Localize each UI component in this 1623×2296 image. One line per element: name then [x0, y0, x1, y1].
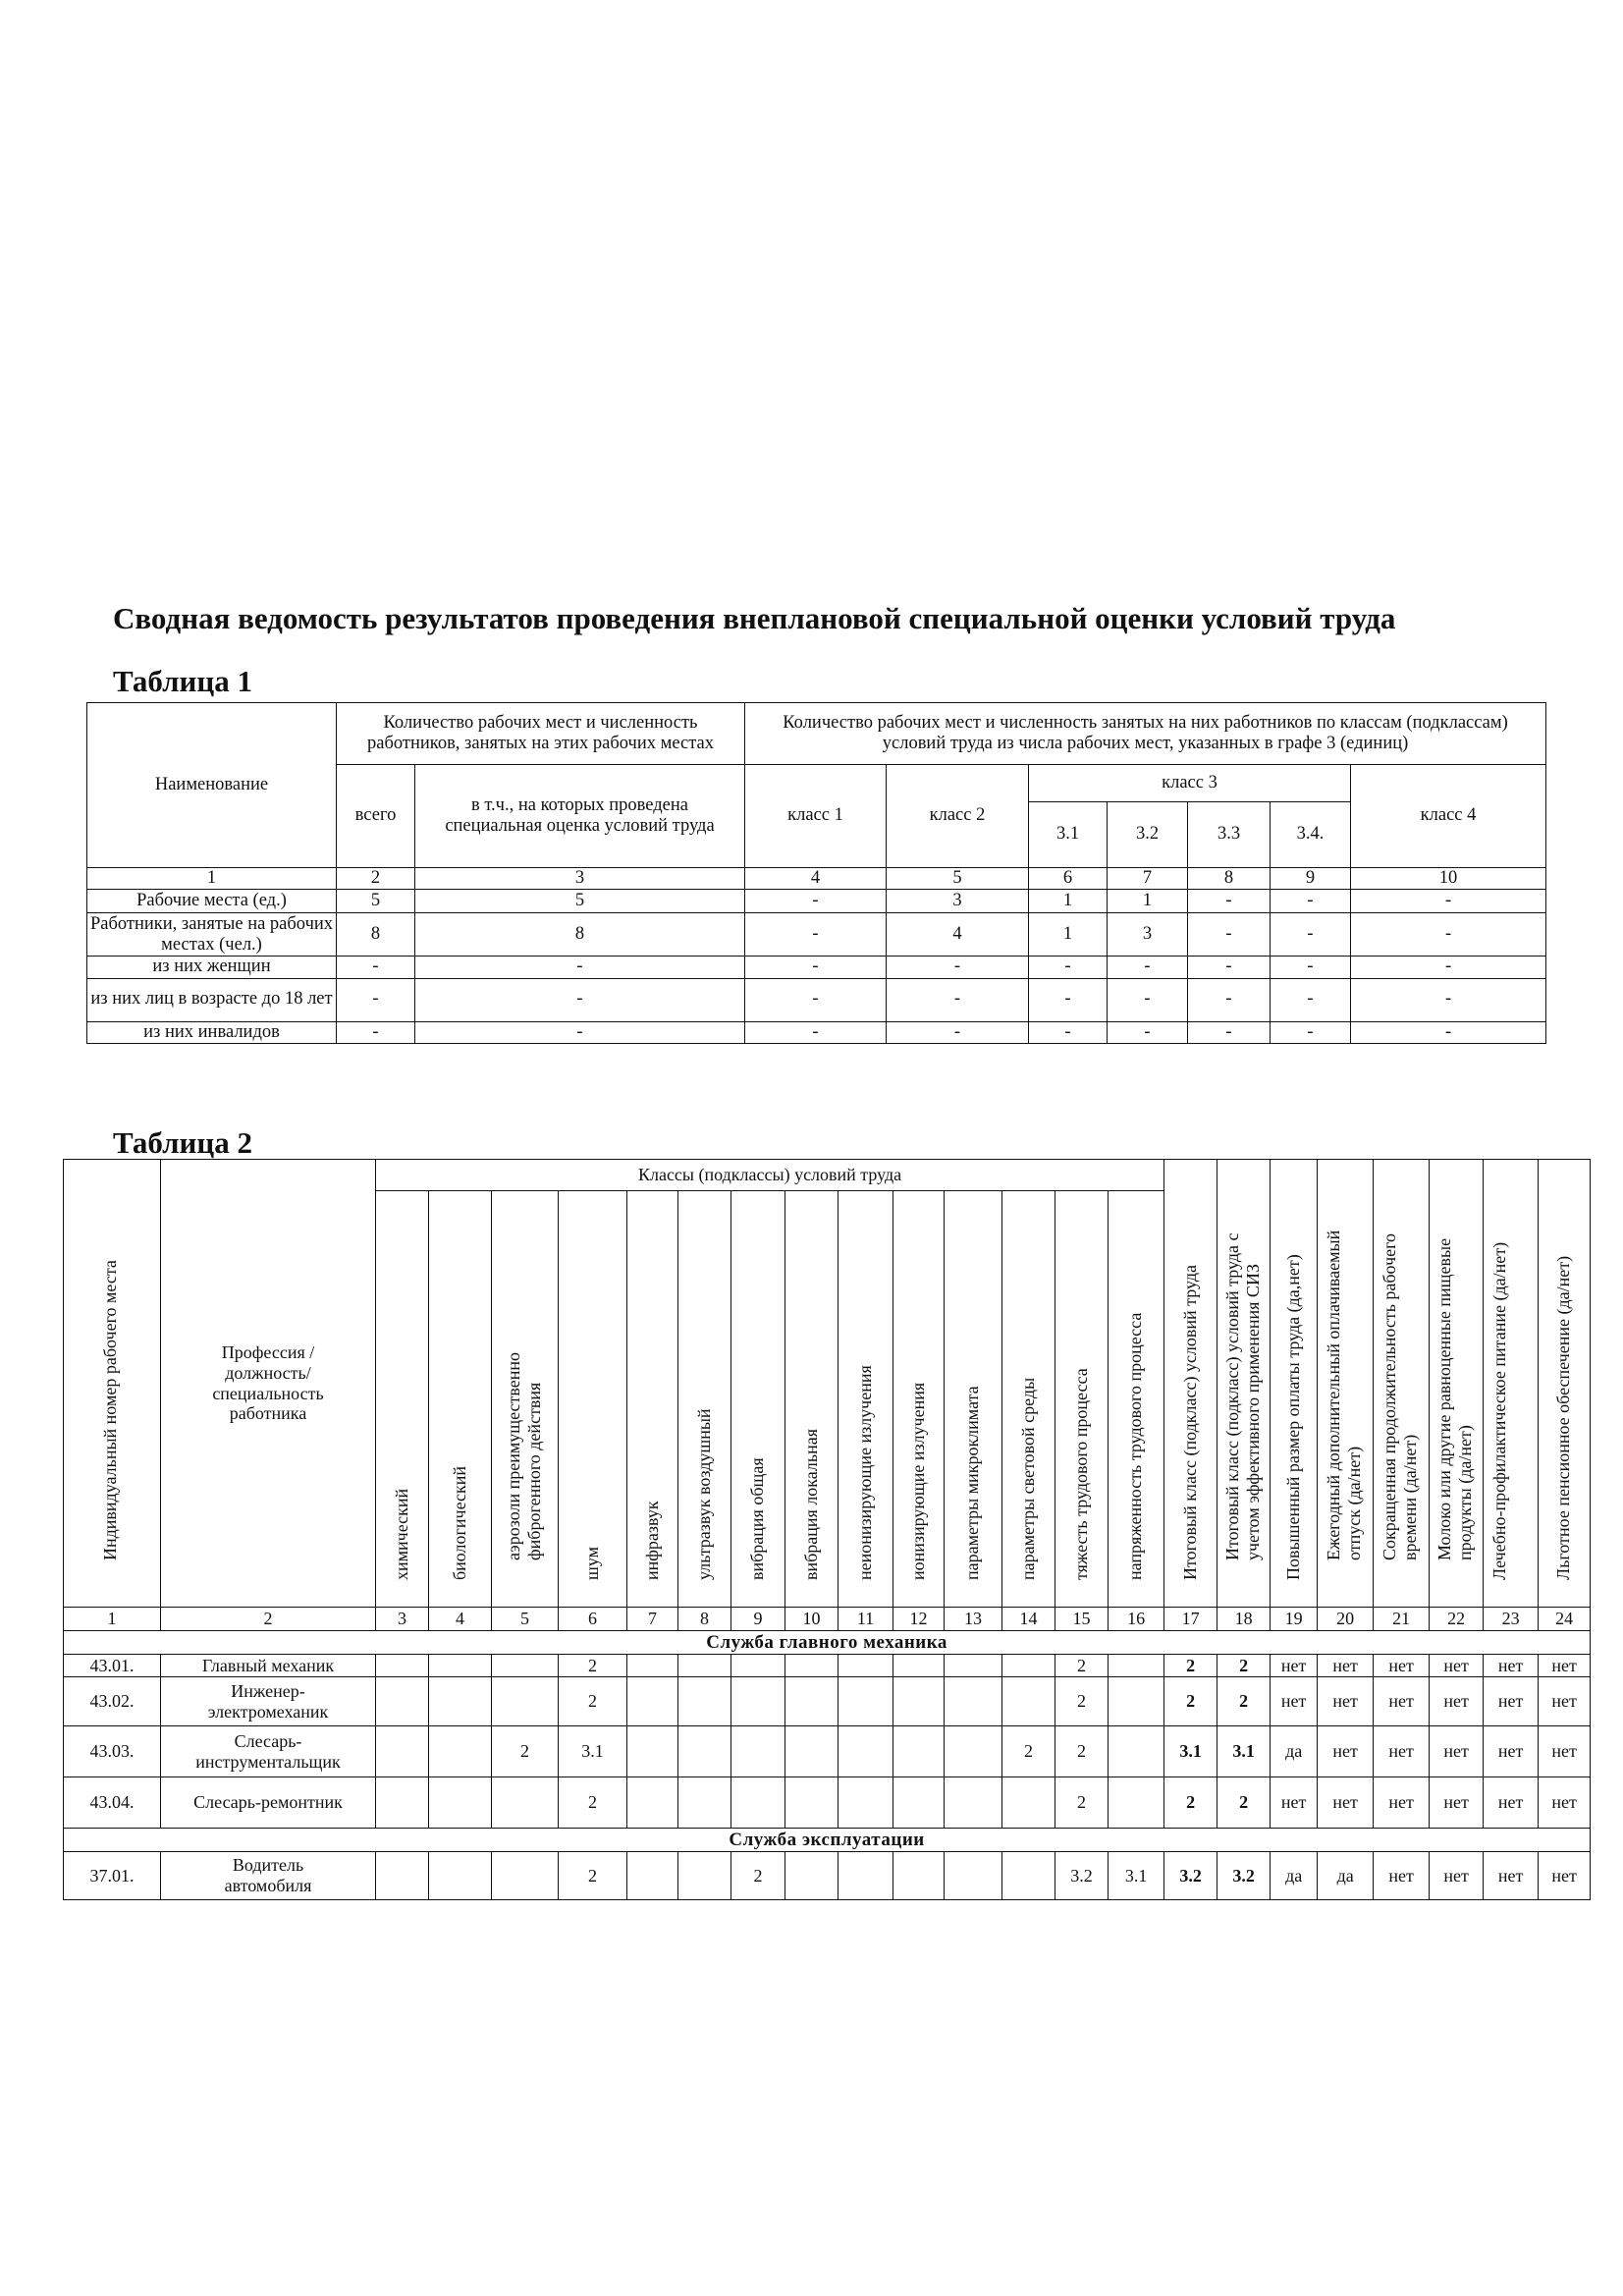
profession: Слесарь-ремонтник — [161, 1777, 376, 1829]
factor-class — [893, 1655, 945, 1677]
cell-value: 8 — [415, 913, 745, 957]
guarantee-flag: нет — [1484, 1655, 1539, 1677]
col-number: 15 — [1055, 1608, 1109, 1631]
guarantee-flag: нет — [1318, 1655, 1374, 1677]
factor-class — [785, 1777, 839, 1829]
cell-value: - — [415, 1021, 745, 1043]
factor-class: 3.1 — [559, 1726, 627, 1777]
factor-class — [945, 1726, 1002, 1777]
col-number: 3 — [376, 1608, 429, 1631]
col-number: 4 — [429, 1608, 492, 1631]
col-number: 5 — [887, 868, 1029, 890]
cell-value: - — [337, 957, 415, 978]
final-class: 2 — [1164, 1655, 1217, 1677]
table1 — [86, 702, 1546, 1044]
guarantee-flag: нет — [1539, 1677, 1591, 1726]
cell-value: - — [1351, 913, 1546, 957]
factor-class: 2 — [559, 1852, 627, 1900]
cell-value: 1 — [1108, 890, 1188, 913]
col-number: 11 — [839, 1608, 893, 1631]
t1-header-class1: класс 1 — [745, 765, 887, 868]
col-number: 8 — [1188, 868, 1271, 890]
col-number: 21 — [1374, 1608, 1430, 1631]
t1-header-sub32: 3.2 — [1108, 802, 1188, 868]
t1-header-class4: класс 4 — [1351, 765, 1546, 868]
t2-header-profession — [161, 1160, 376, 1608]
factor-class: 2 — [1055, 1777, 1109, 1829]
t2-header-factor — [1109, 1191, 1164, 1608]
cell-value: - — [1351, 890, 1546, 913]
cell-value: - — [1271, 957, 1351, 978]
t1-header-group-a: Количество рабочих мест и численность работников, занятых на этих рабочих местах — [337, 703, 745, 765]
t2-header-g24 — [1539, 1160, 1591, 1608]
guarantee-flag: нет — [1271, 1655, 1318, 1677]
t2-header-factor-text: инфразвук — [641, 1501, 662, 1581]
t1-header-group-b: Количество рабочих мест и численность занятых на них работников по классам (подклассам) условий труда из числа рабочих мест, указанных в графе 3 (единиц) — [745, 703, 1546, 765]
factor-class — [893, 1726, 945, 1777]
cell-value: - — [1351, 957, 1546, 978]
t2-header-factor-text: напряженность трудового процесса — [1125, 1312, 1146, 1581]
cell-value: 8 — [337, 913, 415, 957]
factor-class — [429, 1852, 492, 1900]
t2-header-factor — [839, 1191, 893, 1608]
t2-header-factor — [893, 1191, 945, 1608]
table-row — [87, 913, 1546, 957]
factor-class — [492, 1677, 559, 1726]
factor-class — [376, 1777, 429, 1829]
t2-header-factor-text: параметры микроклимата — [962, 1386, 982, 1581]
t2-header-factor-text: тяжесть трудового процесса — [1070, 1368, 1091, 1581]
t2-section-operations: Служба эксплуатации — [64, 1829, 1591, 1852]
factor-class: 3.2 — [1055, 1852, 1109, 1900]
t2-header-factor-text: аэрозоли преимущественно фиброгенного действия — [503, 1351, 544, 1560]
factor-class — [945, 1677, 1002, 1726]
factor-class — [492, 1655, 559, 1677]
t1-header-sub31: 3.1 — [1029, 802, 1108, 868]
table-row — [64, 1726, 1591, 1777]
factor-class — [1002, 1777, 1055, 1829]
factor-class — [492, 1777, 559, 1829]
cell-value: 3 — [887, 890, 1029, 913]
t2-header-factor-text: параметры световой среды — [1017, 1378, 1038, 1581]
factor-class — [492, 1852, 559, 1900]
profession: Водитель автомобиля — [161, 1852, 376, 1900]
t2-header-g24-text: Льготное пенсионное обеспечение (да/нет) — [1553, 1256, 1574, 1581]
cell-value: - — [1188, 1021, 1271, 1043]
t2-column-numbers — [64, 1608, 1591, 1631]
factor-class — [376, 1677, 429, 1726]
factor-class — [1109, 1777, 1164, 1829]
final-class-siz: 2 — [1217, 1777, 1271, 1829]
guarantee-flag: нет — [1484, 1852, 1539, 1900]
guarantee-flag: нет — [1374, 1726, 1430, 1777]
col-number: 14 — [1002, 1608, 1055, 1631]
cell-value: - — [1351, 978, 1546, 1021]
cell-value: - — [745, 978, 887, 1021]
col-number: 20 — [1318, 1608, 1374, 1631]
row-name: Рабочие места (ед.) — [87, 890, 337, 913]
factor-class — [785, 1655, 839, 1677]
cell-value: - — [1108, 1021, 1188, 1043]
t2-header-factor — [627, 1191, 678, 1608]
t2-header-factor — [492, 1191, 559, 1608]
cell-value: - — [1271, 978, 1351, 1021]
guarantee-flag: нет — [1539, 1655, 1591, 1677]
guarantee-flag: нет — [1318, 1777, 1374, 1829]
t2-header-final-class-siz — [1217, 1160, 1271, 1608]
t2-header-g22-text: Молоко или другие равноценные пищевые продукты (да/нет) — [1434, 1237, 1475, 1560]
factor-class: 3.1 — [1109, 1852, 1164, 1900]
table1-label: Таблица 1 — [113, 664, 252, 698]
col-number: 23 — [1484, 1608, 1539, 1631]
cell-value: - — [887, 1021, 1029, 1043]
table2-label: Таблица 2 — [113, 1125, 252, 1160]
guarantee-flag: нет — [1374, 1655, 1430, 1677]
factor-class — [429, 1677, 492, 1726]
cell-value: - — [337, 978, 415, 1021]
workplace-no: 43.03. — [64, 1726, 161, 1777]
cell-value: - — [745, 913, 887, 957]
cell-value: - — [415, 978, 745, 1021]
t2-section-chief-mechanic: Служба главного механика — [64, 1631, 1591, 1655]
final-class-siz: 3.2 — [1217, 1852, 1271, 1900]
final-class: 2 — [1164, 1777, 1217, 1829]
cell-value: - — [415, 957, 745, 978]
factor-class — [429, 1777, 492, 1829]
factor-class: 2 — [559, 1655, 627, 1677]
guarantee-flag: нет — [1539, 1726, 1591, 1777]
t2-header-factor — [1002, 1191, 1055, 1608]
t2-header-classes-group: Классы (подклассы) условий труда — [376, 1160, 1164, 1191]
t2-header-workplace-no — [64, 1160, 161, 1608]
factor-class — [731, 1655, 785, 1677]
factor-class — [731, 1677, 785, 1726]
t2-header-g23-text: Лечебно-профилактическое питание (да/нет) — [1488, 1242, 1509, 1581]
t2-header-factor — [376, 1191, 429, 1608]
t1-header-assessed: в т.ч., на которых проведена специальная оценка условий труда — [415, 765, 745, 868]
cell-value: - — [1188, 978, 1271, 1021]
t2-header-g19-text: Повышенный размер оплаты труда (да,нет) — [1282, 1254, 1303, 1581]
factor-class — [1002, 1655, 1055, 1677]
t2-header-factor-text: химический — [391, 1489, 411, 1581]
factor-class — [678, 1777, 731, 1829]
factor-class — [627, 1655, 678, 1677]
col-number: 10 — [1351, 868, 1546, 890]
factor-class — [839, 1677, 893, 1726]
guarantee-flag: нет — [1484, 1726, 1539, 1777]
t2-header-g23 — [1484, 1160, 1539, 1608]
col-number: 4 — [745, 868, 887, 890]
t1-header-name: Наименование — [87, 703, 337, 868]
factor-class — [1002, 1677, 1055, 1726]
workplace-no: 43.01. — [64, 1655, 161, 1677]
t1-header-sub33: 3.3 — [1188, 802, 1271, 868]
t1-header-class2: класс 2 — [887, 765, 1029, 868]
profession: Инженер-электромеханик — [161, 1677, 376, 1726]
guarantee-flag: нет — [1430, 1852, 1484, 1900]
row-name: из них инвалидов — [87, 1021, 337, 1043]
document-title: Сводная ведомость результатов проведения внеплановой специальной оценки условий труда — [113, 601, 1396, 635]
t2-header-factor-text: ультразвук воздушный — [693, 1408, 714, 1581]
guarantee-flag: нет — [1430, 1677, 1484, 1726]
cell-value: - — [887, 978, 1029, 1021]
final-class-siz: 3.1 — [1217, 1726, 1271, 1777]
t2-header-factor — [731, 1191, 785, 1608]
factor-class — [627, 1777, 678, 1829]
t1-header-class3: класс 3 — [1029, 765, 1351, 802]
cell-value: 1 — [1029, 890, 1108, 913]
col-number: 3 — [415, 868, 745, 890]
guarantee-flag: нет — [1484, 1777, 1539, 1829]
factor-class — [893, 1777, 945, 1829]
factor-class — [678, 1655, 731, 1677]
table-row — [87, 978, 1546, 1021]
factor-class — [1109, 1677, 1164, 1726]
factor-class — [785, 1726, 839, 1777]
t2-header-factor-text: шум — [581, 1547, 602, 1581]
t2-header-factor-text: биологический — [449, 1466, 469, 1581]
cell-value: - — [337, 1021, 415, 1043]
t2-header-factor-text: ионизирующие излучения — [907, 1383, 928, 1581]
factor-class — [839, 1655, 893, 1677]
factor-class — [678, 1726, 731, 1777]
factor-class — [839, 1777, 893, 1829]
cell-value: - — [1351, 1021, 1546, 1043]
t2-header-factor-text: вибрация общая — [747, 1457, 767, 1581]
col-number: 10 — [785, 1608, 839, 1631]
factor-class — [376, 1726, 429, 1777]
factor-class: 2 — [492, 1726, 559, 1777]
factor-class — [429, 1726, 492, 1777]
col-number: 2 — [337, 868, 415, 890]
cell-value: 3 — [1108, 913, 1188, 957]
col-number: 18 — [1217, 1608, 1271, 1631]
guarantee-flag: да — [1271, 1726, 1318, 1777]
t2-header-factor-text: неионизирующие излучения — [854, 1365, 875, 1581]
factor-class — [376, 1655, 429, 1677]
factor-class — [945, 1852, 1002, 1900]
factor-class: 2 — [1055, 1726, 1109, 1777]
guarantee-flag: нет — [1484, 1677, 1539, 1726]
col-number: 22 — [1430, 1608, 1484, 1631]
col-number: 8 — [678, 1608, 731, 1631]
t1-header-sub34: 3.4. — [1271, 802, 1351, 868]
cell-value: 5 — [415, 890, 745, 913]
guarantee-flag: нет — [1539, 1777, 1591, 1829]
col-number: 1 — [64, 1608, 161, 1631]
table-row — [64, 1677, 1591, 1726]
factor-class — [945, 1655, 1002, 1677]
col-number: 9 — [731, 1608, 785, 1631]
cell-value: - — [1271, 1021, 1351, 1043]
t2-header-factor-text: вибрация локальная — [800, 1429, 821, 1581]
t2-header-final-class-siz-text: Итоговый класс (подкласс) условий труда с учетом эффективного применения СИЗ — [1221, 1232, 1263, 1560]
factor-class — [839, 1726, 893, 1777]
workplace-no: 43.02. — [64, 1677, 161, 1726]
factor-class — [376, 1852, 429, 1900]
final-class: 2 — [1164, 1677, 1217, 1726]
final-class: 3.1 — [1164, 1726, 1217, 1777]
factor-class — [1002, 1852, 1055, 1900]
table-row — [87, 890, 1546, 913]
t1-header-total: всего — [337, 765, 415, 868]
guarantee-flag: нет — [1374, 1677, 1430, 1726]
factor-class — [893, 1852, 945, 1900]
table-row — [64, 1852, 1591, 1900]
t1-column-numbers — [87, 868, 1546, 890]
table-row — [64, 1655, 1591, 1677]
cell-value: 4 — [887, 913, 1029, 957]
guarantee-flag: да — [1318, 1852, 1374, 1900]
factor-class — [839, 1852, 893, 1900]
col-number: 24 — [1539, 1608, 1591, 1631]
col-number: 6 — [559, 1608, 627, 1631]
col-number: 6 — [1029, 868, 1108, 890]
col-number: 5 — [492, 1608, 559, 1631]
factor-class: 2 — [559, 1777, 627, 1829]
t2-header-final-class — [1164, 1160, 1217, 1608]
cell-value: - — [1188, 957, 1271, 978]
cell-value: - — [1029, 957, 1108, 978]
guarantee-flag: нет — [1539, 1852, 1591, 1900]
factor-class: 2 — [1055, 1655, 1109, 1677]
t2-header-g19 — [1271, 1160, 1318, 1608]
guarantee-flag: нет — [1271, 1677, 1318, 1726]
factor-class — [731, 1726, 785, 1777]
guarantee-flag: да — [1271, 1852, 1318, 1900]
row-name: Работники, занятые на рабочих местах (чел.) — [87, 913, 337, 957]
col-number: 17 — [1164, 1608, 1217, 1631]
factor-class — [627, 1726, 678, 1777]
t2-header-factor — [678, 1191, 731, 1608]
guarantee-flag: нет — [1318, 1677, 1374, 1726]
cell-value: 5 — [337, 890, 415, 913]
factor-class — [785, 1677, 839, 1726]
guarantee-flag: нет — [1430, 1726, 1484, 1777]
final-class-siz: 2 — [1217, 1677, 1271, 1726]
cell-value: - — [745, 890, 887, 913]
row-name: из них женщин — [87, 957, 337, 978]
guarantee-flag: нет — [1318, 1726, 1374, 1777]
cell-value: - — [1108, 978, 1188, 1021]
final-class: 3.2 — [1164, 1852, 1217, 1900]
factor-class — [893, 1677, 945, 1726]
col-number: 7 — [1108, 868, 1188, 890]
profession: Главный механик — [161, 1655, 376, 1677]
guarantee-flag: нет — [1430, 1777, 1484, 1829]
factor-class — [1109, 1655, 1164, 1677]
t2-header-factor — [429, 1191, 492, 1608]
col-number: 2 — [161, 1608, 376, 1631]
final-class-siz: 2 — [1217, 1655, 1271, 1677]
factor-class — [731, 1777, 785, 1829]
factor-class: 2 — [1055, 1677, 1109, 1726]
col-number: 13 — [945, 1608, 1002, 1631]
table2 — [63, 1159, 1591, 1900]
factor-class — [627, 1677, 678, 1726]
guarantee-flag: нет — [1374, 1852, 1430, 1900]
factor-class — [678, 1677, 731, 1726]
guarantee-flag: нет — [1374, 1777, 1430, 1829]
profession: Слесарь-инструментальщик — [161, 1726, 376, 1777]
col-number: 19 — [1271, 1608, 1318, 1631]
t2-header-g21-text: Сокращенная продолжительность рабочего времени (да/нет) — [1380, 1232, 1420, 1560]
table-row — [87, 957, 1546, 978]
cell-value: - — [1271, 913, 1351, 957]
table-row — [64, 1777, 1591, 1829]
row-name: из них лиц в возрасте до 18 лет — [87, 978, 337, 1021]
cell-value: 1 — [1029, 913, 1108, 957]
cell-value: - — [1029, 978, 1108, 1021]
cell-value: - — [1029, 1021, 1108, 1043]
factor-class — [1109, 1726, 1164, 1777]
workplace-no: 43.04. — [64, 1777, 161, 1829]
t2-header-factor — [559, 1191, 627, 1608]
cell-value: - — [1271, 890, 1351, 913]
col-number: 7 — [627, 1608, 678, 1631]
table-row — [87, 1021, 1546, 1043]
t2-header-workplace-no-text: Индивидуальный номер рабочего места — [100, 1260, 120, 1561]
factor-class: 2 — [731, 1852, 785, 1900]
t2-header-g20 — [1318, 1160, 1374, 1608]
factor-class — [945, 1777, 1002, 1829]
t2-header-factor — [1055, 1191, 1109, 1608]
guarantee-flag: нет — [1430, 1655, 1484, 1677]
cell-value: - — [745, 957, 887, 978]
cell-value: - — [887, 957, 1029, 978]
t2-header-g20-text: Ежегодный дополнительный оплачиваемый отпуск (да/нет) — [1324, 1230, 1364, 1560]
cell-value: - — [745, 1021, 887, 1043]
factor-class — [627, 1852, 678, 1900]
col-number: 12 — [893, 1608, 945, 1631]
t2-header-final-class-text: Итоговый класс (подкласс) условий труда — [1179, 1265, 1200, 1581]
col-number: 1 — [87, 868, 337, 890]
factor-class — [678, 1852, 731, 1900]
t2-header-factor — [785, 1191, 839, 1608]
factor-class — [785, 1852, 839, 1900]
t2-header-profession-text: Профессия / должность/ специальность работника — [212, 1342, 324, 1424]
factor-class: 2 — [1002, 1726, 1055, 1777]
cell-value: - — [1188, 890, 1271, 913]
cell-value: - — [1188, 913, 1271, 957]
cell-value: - — [1108, 957, 1188, 978]
t2-header-g21 — [1374, 1160, 1430, 1608]
col-number: 9 — [1271, 868, 1351, 890]
col-number: 16 — [1109, 1608, 1164, 1631]
t2-header-g22 — [1430, 1160, 1484, 1608]
factor-class: 2 — [559, 1677, 627, 1726]
factor-class — [429, 1655, 492, 1677]
t2-header-factor — [945, 1191, 1002, 1608]
guarantee-flag: нет — [1271, 1777, 1318, 1829]
workplace-no: 37.01. — [64, 1852, 161, 1900]
